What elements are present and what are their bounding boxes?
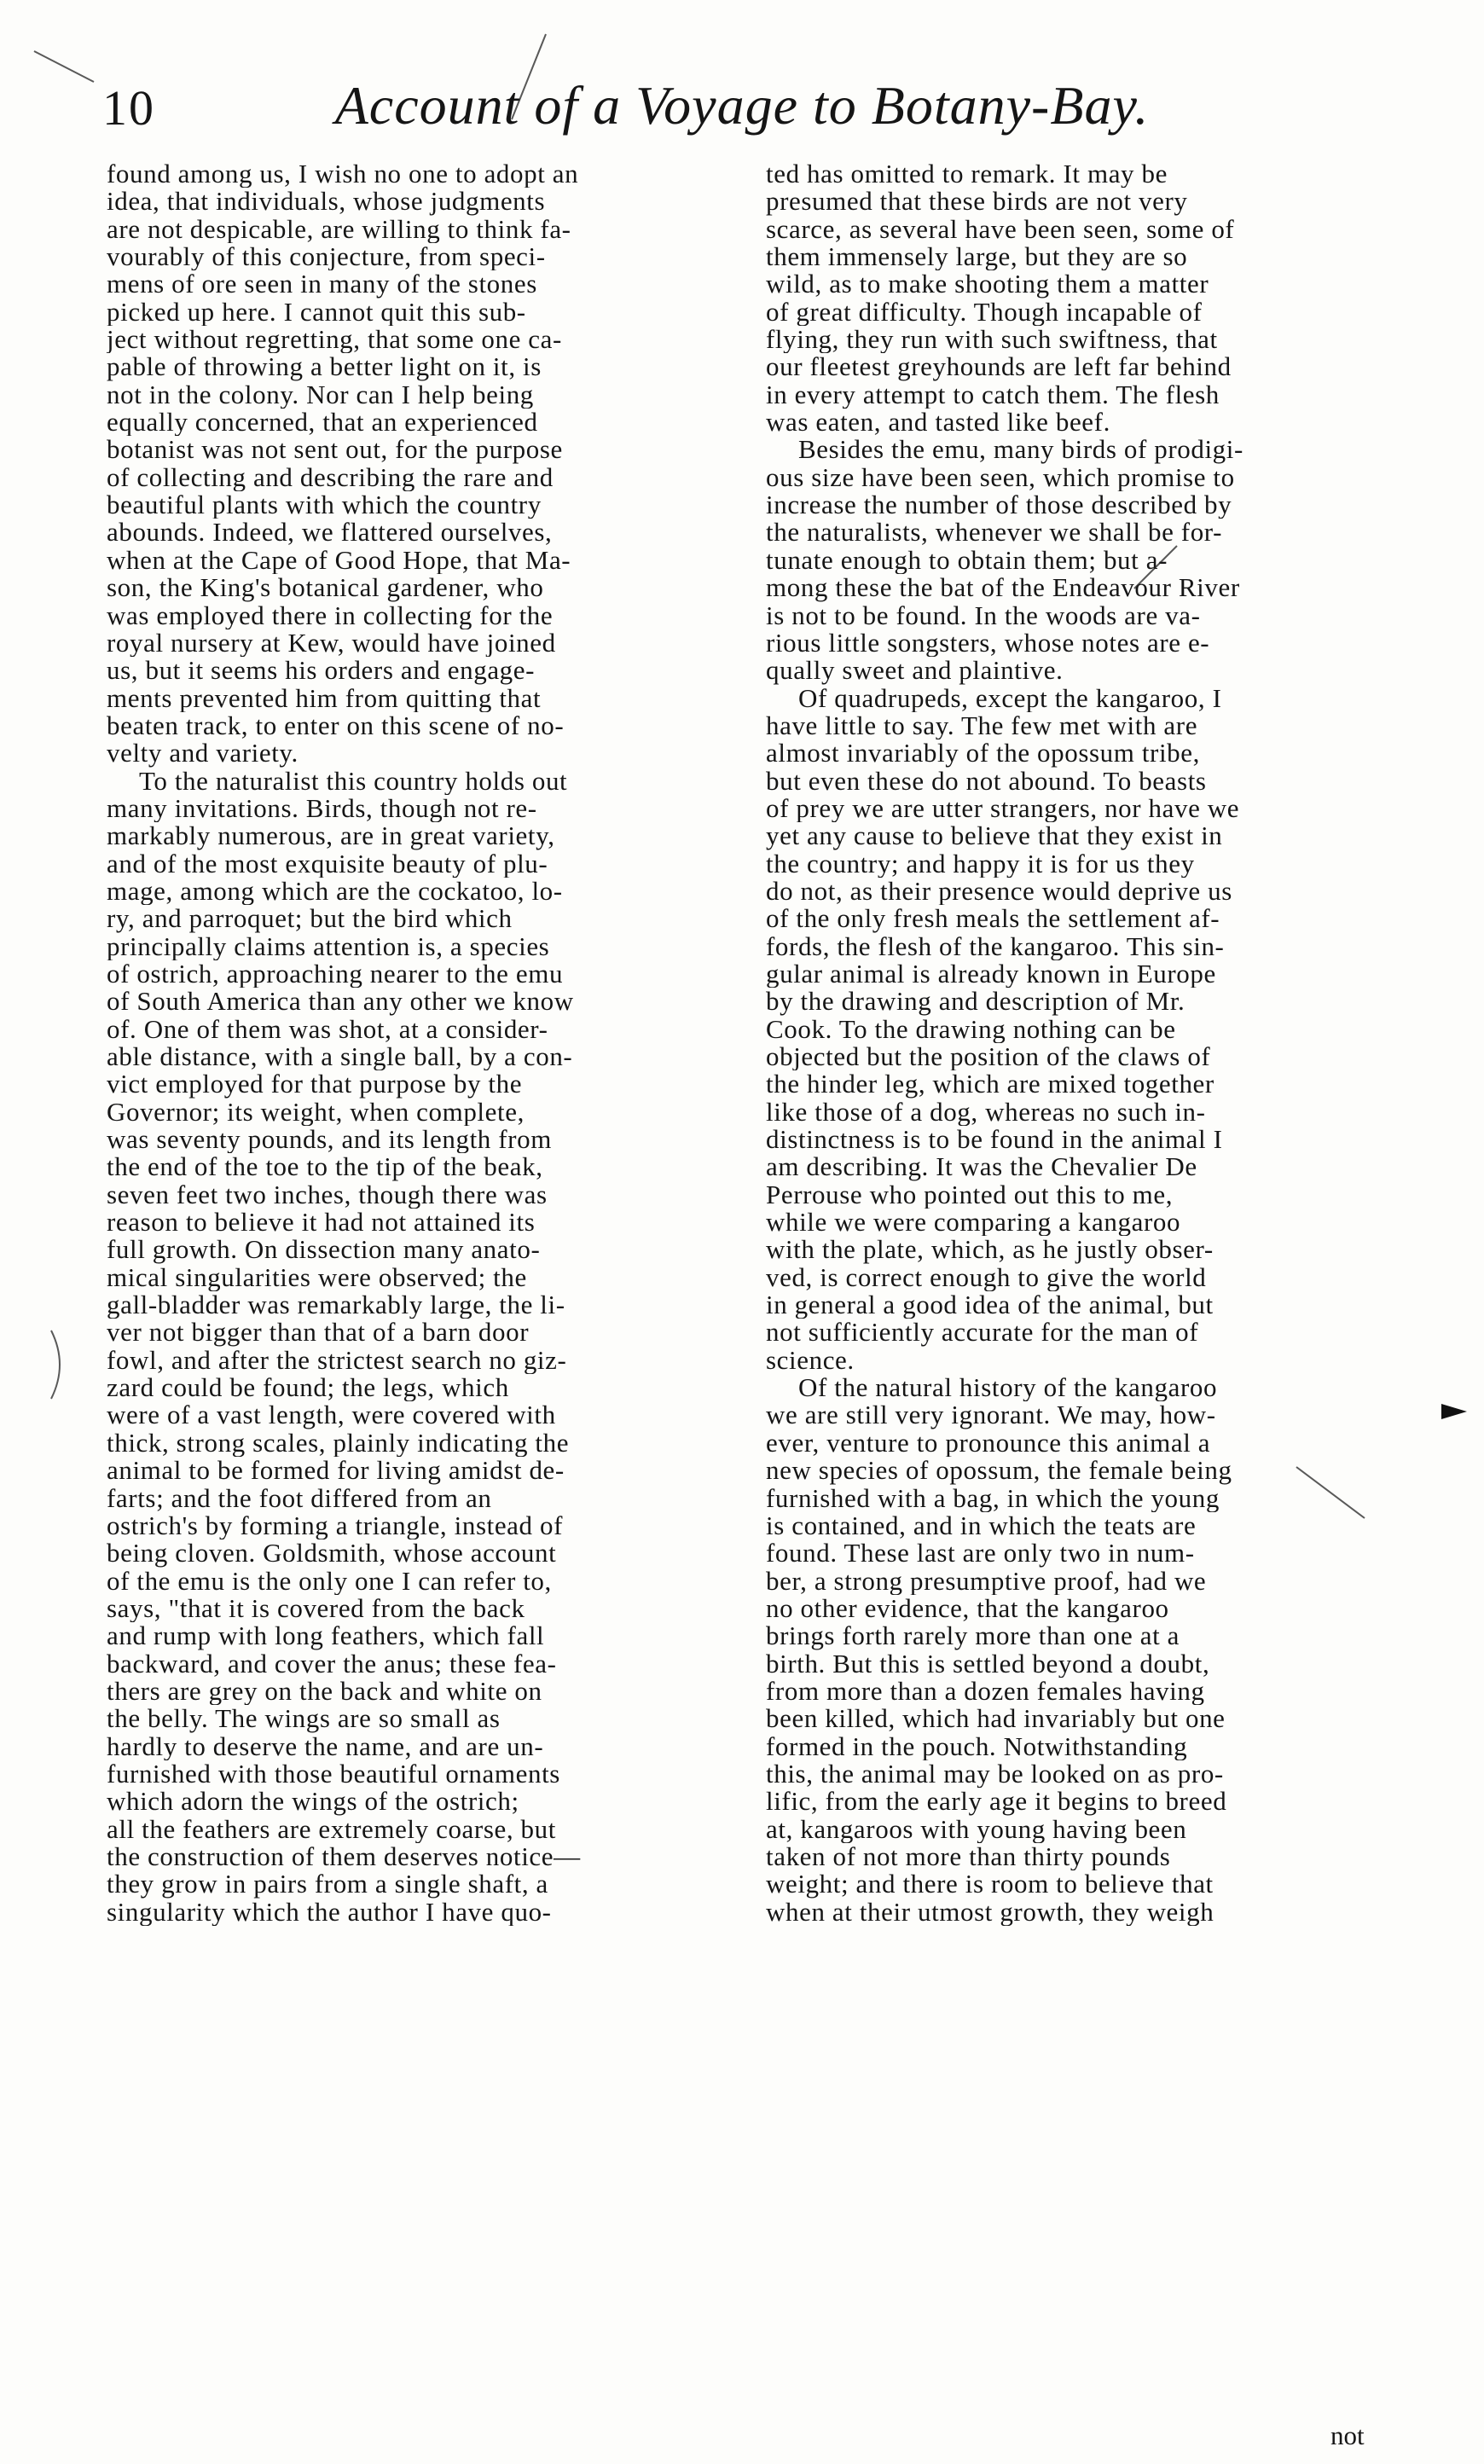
left-text-column — [107, 160, 742, 1926]
text-line: the end of the toe to the tip of the beak, — [107, 1153, 543, 1181]
text-line: new species of opossum, the female being — [766, 1457, 1232, 1485]
text-line: by the drawing and description of Mr. — [766, 988, 1185, 1016]
text-line: am describing. It was the Chevalier De — [766, 1153, 1197, 1181]
text-line: weight; and there is room to believe that — [766, 1870, 1214, 1899]
running-title: Account of a Voyage to Botany-Bay. — [334, 75, 1150, 136]
text-line: pable of throwing a better light on it, is — [107, 353, 542, 381]
text-line: mong these the bat of the Endeavour River — [766, 574, 1240, 602]
text-line: Perrouse who pointed out this to me, — [766, 1180, 1174, 1209]
text-line: flying, they run with such swiftness, that — [766, 326, 1218, 354]
text-line: are not despicable, are willing to think fa- — [107, 215, 571, 244]
text-line: we are still very ignorant. We may, how- — [766, 1401, 1216, 1429]
text-line: the hinder leg, which are mixed together — [766, 1070, 1214, 1099]
catchword: not — [1330, 2421, 1365, 2450]
text-line: of collecting and describing the rare and — [107, 463, 554, 492]
text-line: fowl, and after the strictest search no giz- — [107, 1346, 567, 1375]
text-line: gall-bladder was remarkably large, the li- — [107, 1291, 565, 1319]
text-line: ostrich's by forming a triangle, instead of — [107, 1511, 564, 1540]
text-line: of ostrich, approaching nearer to the emu — [107, 960, 564, 988]
text-line: no other evidence, that the kangaroo — [766, 1594, 1169, 1623]
text-line: do not, as their presence would deprive us — [766, 877, 1232, 906]
text-line: able distance, with a single ball, by a con- — [107, 1043, 573, 1071]
text-line: of great difficulty. Though incapable of — [766, 298, 1203, 327]
text-line: animal to be formed for living amidst de- — [107, 1457, 565, 1485]
text-line: ved, is correct enough to give the world — [766, 1263, 1207, 1292]
text-line: To the naturalist this country holds out — [139, 767, 568, 795]
text-line: farts; and the foot differed from an — [107, 1484, 492, 1512]
text-line: son, the King's botanical gardener, who — [107, 574, 544, 602]
text-line: velty and variety. — [107, 739, 299, 768]
text-line: ous size have been seen, which promise to — [766, 463, 1235, 492]
text-line: when at their utmost growth, they weigh — [766, 1898, 1214, 1926]
text-line: found. These last are only two in num- — [766, 1539, 1195, 1568]
text-line: them immensely large, but they are so — [766, 243, 1188, 271]
text-line: gular animal is already known in Europe — [766, 960, 1216, 988]
text-line: reason to believe it had not attained its — [107, 1209, 536, 1237]
text-line: many invitations. Birds, though not re- — [107, 794, 537, 823]
text-line: furnished with those beautiful ornaments — [107, 1760, 560, 1789]
text-line: of the only fresh meals the settlement af- — [766, 905, 1220, 933]
text-line: beaten track, to enter on this scene of no- — [107, 711, 565, 740]
text-line: was seventy pounds, and its length from — [107, 1126, 552, 1154]
text-line: equally concerned, that an experienced — [107, 409, 538, 437]
text-line: beautiful plants with which the country — [107, 491, 542, 519]
text-line: from more than a dozen females having — [766, 1677, 1205, 1706]
text-line: the construction of them deserves notice— — [107, 1842, 581, 1871]
text-line: of. One of them was shot, at a consider- — [107, 1015, 548, 1043]
text-line: in general a good idea of the animal, but — [766, 1291, 1214, 1319]
text-line: ted has omitted to remark. It may be — [766, 160, 1168, 188]
text-line: picked up here. I cannot quit this sub- — [107, 298, 526, 327]
text-line: the naturalists, whenever we shall be for- — [766, 519, 1223, 547]
text-line: botanist was not sent out, for the purpose — [107, 436, 563, 464]
text-line: brings forth rarely more than one at a — [766, 1622, 1180, 1650]
text-line: was eaten, and tasted like beef. — [766, 409, 1110, 437]
text-line: qually sweet and plaintive. — [766, 657, 1064, 685]
text-line: objected but the position of the claws of — [766, 1043, 1211, 1071]
page-number: 10 — [102, 80, 155, 136]
text-line: singularity which the author I have quo- — [107, 1898, 552, 1926]
text-line: birth. But this is settled beyond a doubt, — [766, 1649, 1210, 1678]
text-line: were of a vast length, were covered with — [107, 1401, 556, 1429]
text-line: with the plate, which, as he justly obser- — [766, 1236, 1214, 1264]
text-line: rious little songsters, whose notes are e- — [766, 629, 1210, 658]
text-line: of the emu is the only one I can refer to, — [107, 1567, 552, 1595]
text-line: mical singularities were observed; the — [107, 1263, 527, 1292]
text-line: fords, the flesh of the kangaroo. This sin- — [766, 932, 1225, 960]
text-line: ber, a strong presumptive proof, had we — [766, 1567, 1207, 1595]
text-line: Of quadrupeds, except the kangaroo, I — [798, 684, 1222, 712]
page-header — [0, 70, 1484, 147]
text-line: idea, that individuals, whose judgments — [107, 188, 546, 216]
text-line: abounds. Indeed, we flattered ourselves, — [107, 519, 553, 547]
text-line: distinctness is to be found in the animal I — [766, 1126, 1223, 1154]
text-line: markably numerous, are in great variety, — [107, 822, 555, 850]
text-line: ry, and parroquet; but the bird which — [107, 905, 513, 933]
text-line: but even these do not abound. To beasts — [766, 767, 1207, 795]
text-line: Cook. To the drawing nothing can be — [766, 1015, 1176, 1043]
text-line: presumed that these birds are not very — [766, 188, 1188, 216]
text-line: while we were comparing a kangaroo — [766, 1209, 1181, 1237]
text-line: almost invariably of the opossum tribe, — [766, 739, 1200, 768]
text-line: thick, strong scales, plainly indicating the — [107, 1429, 570, 1458]
text-line: of South America than any other we know — [107, 988, 574, 1016]
text-line: increase the number of those described by — [766, 491, 1232, 519]
text-line: scarce, as several have been seen, some of — [766, 215, 1235, 244]
text-line: the country; and happy it is for us they — [766, 849, 1195, 878]
text-line: mens of ore seen in many of the stones — [107, 270, 537, 299]
text-line: when at the Cape of Good Hope, that Ma- — [107, 546, 571, 575]
text-line: formed in the pouch. Notwithstanding — [766, 1732, 1188, 1760]
pen-stroke — [51, 1331, 60, 1399]
text-line: this, the animal may be looked on as pro- — [766, 1760, 1224, 1789]
text-line: backward, and cover the anus; these fea- — [107, 1649, 557, 1678]
text-line: all the feathers are extremely coarse, but — [107, 1815, 556, 1843]
text-line: tunate enough to obtain them; but a- — [766, 546, 1168, 575]
text-line: have little to say. The few met with are — [766, 711, 1198, 740]
text-line: is not to be found. In the woods are va- — [766, 601, 1201, 629]
text-line: royal nursery at Kew, would have joined — [107, 629, 556, 658]
text-line: our fleetest greyhounds are left far behind — [766, 353, 1232, 381]
right-text-column — [766, 160, 1397, 1926]
text-line: which adorn the wings of the ostrich; — [107, 1788, 519, 1816]
text-line: Of the natural history of the kangaroo — [798, 1374, 1218, 1402]
text-line: at, kangaroos with young having been — [766, 1815, 1187, 1843]
text-line: full growth. On dissection many anato- — [107, 1236, 541, 1264]
text-line: they grow in pairs from a single shaft, a — [107, 1870, 548, 1899]
text-line: vourably of this conjecture, from speci- — [107, 243, 546, 271]
text-line: Besides the emu, many birds of prodigi- — [798, 436, 1243, 464]
text-line: is contained, and in which the teats are — [766, 1511, 1197, 1540]
text-line: says, "that it is covered from the back — [107, 1594, 525, 1623]
text-line: seven feet two inches, though there was — [107, 1180, 548, 1209]
text-line: hardly to deserve the name, and are un- — [107, 1732, 544, 1760]
ink-blot-mark — [1441, 1404, 1467, 1419]
text-line: principally claims attention is, a species — [107, 932, 550, 960]
text-line: ver not bigger than that of a barn door — [107, 1319, 530, 1347]
text-line: taken of not more than thirty pounds — [766, 1842, 1171, 1871]
text-line: like those of a dog, whereas no such in- — [766, 1098, 1206, 1127]
text-line: being cloven. Goldsmith, whose account — [107, 1539, 557, 1568]
text-line: yet any cause to believe that they exist in — [766, 822, 1223, 850]
text-line: ever, venture to pronounce this animal a — [766, 1429, 1211, 1458]
text-line: was employed there in collecting for the — [107, 601, 554, 629]
text-line: in every attempt to catch them. The flesh — [766, 380, 1220, 409]
text-line: mage, among which are the cockatoo, lo- — [107, 877, 563, 906]
text-line: wild, as to make shooting them a matter — [766, 270, 1209, 299]
text-line: of prey we are utter strangers, nor have we — [766, 794, 1240, 823]
text-line: ject without regretting, that some one ca- — [107, 326, 562, 354]
text-line: Governor; its weight, when complete, — [107, 1098, 525, 1127]
text-line: the belly. The wings are so small as — [107, 1705, 501, 1733]
text-line: zard could be found; the legs, which — [107, 1374, 509, 1402]
text-line: not sufficiently accurate for the man of — [766, 1319, 1199, 1347]
text-line: furnished with a bag, in which the young — [766, 1484, 1220, 1512]
text-line: been killed, which had invariably but one — [766, 1705, 1226, 1733]
text-line: not in the colony. Nor can I help being — [107, 380, 534, 409]
text-line: lific, from the early age it begins to breed — [766, 1788, 1227, 1816]
text-line: us, but it seems his orders and engage- — [107, 657, 536, 685]
text-line: and of the most exquisite beauty of plu- — [107, 849, 548, 878]
text-line: thers are grey on the back and white on — [107, 1677, 542, 1706]
text-line: science. — [766, 1346, 855, 1375]
text-line: found among us, I wish no one to adopt an — [107, 160, 579, 188]
text-line: vict employed for that purpose by the — [107, 1070, 523, 1099]
text-line: and rump with long feathers, which fall — [107, 1622, 545, 1650]
text-line: ments prevented him from quitting that — [107, 684, 542, 712]
